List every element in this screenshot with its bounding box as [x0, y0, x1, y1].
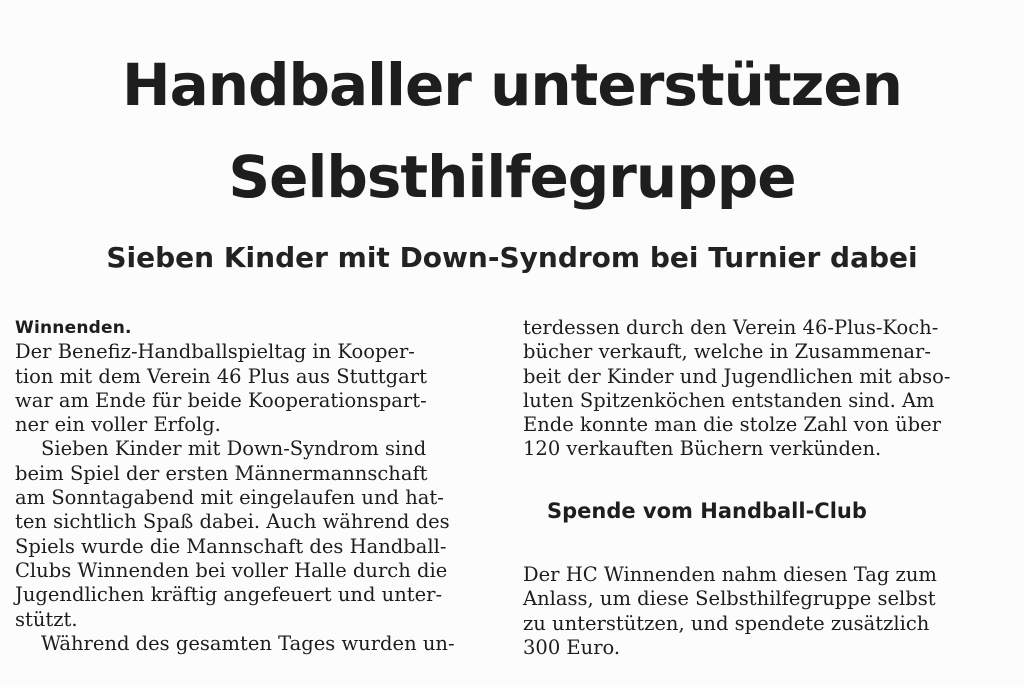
text-line: Ende konnte man die stolze Zahl von über	[523, 413, 942, 437]
right-column	[523, 316, 1007, 462]
text-line: Der Benefiz-Handballspieltag in Kooper-	[15, 340, 415, 364]
text-line: stützt.	[15, 607, 78, 631]
text-line: bücher verkauft, welche in Zusammenar-	[523, 340, 931, 364]
text-line: terdessen durch den Verein 46-Plus-Koch-	[523, 316, 939, 339]
subheadline: Sieben Kinder mit Down-Syndrom bei Turnier dabei	[106, 241, 918, 274]
text-line: Der HC Winnenden nahm diesen Tag zum	[523, 563, 937, 586]
text-line: Spiels wurde die Mannschaft des Handball-	[15, 534, 447, 558]
text-line: 300 Euro.	[523, 635, 621, 659]
dateline: Winnenden.	[15, 318, 132, 338]
text-line: ten sichtlich Spaß dabei. Auch während des	[15, 510, 450, 534]
text-line: luten Spitzenköchen entstanden sind. Am	[523, 388, 935, 412]
text-line: beim Spiel der ersten Männermannschaft	[15, 461, 428, 485]
text-line: 120 verkauften Büchern verkünden.	[523, 437, 882, 461]
text-line: zu unterstützen, und spendete zusätzlich	[523, 611, 930, 635]
right-column-continued	[523, 563, 1007, 660]
left-column	[15, 316, 495, 656]
text-line: war am Ende für beide Kooperationspart-	[15, 388, 427, 412]
text-line: Anlass, um diese Selbsthilfegruppe selbst	[523, 587, 936, 611]
text-line: Jugendlichen kräftig angefeuert und unter-	[15, 583, 443, 607]
text-line: ner ein voller Erfolg.	[15, 413, 221, 437]
text-line: tion mit dem Verein 46 Plus aus Stuttgart	[15, 364, 427, 388]
text-line: Sieben Kinder mit Down-Syndrom sind	[41, 437, 427, 461]
text-line: am Sonntagabend mit eingelaufen und hat-	[15, 486, 444, 510]
headline-line-1: Handballer unterstützen	[122, 51, 902, 119]
headline-line-2: Selbsthilfegruppe	[228, 143, 796, 211]
text-line: Clubs Winnenden bei voller Halle durch die	[15, 558, 448, 582]
text-line: beit der Kinder und Jugendlichen mit abso-	[523, 364, 951, 388]
crosshead: Spende vom Handball-Club	[547, 499, 867, 523]
text-line: Während des gesamten Tages wurden un-	[41, 631, 455, 655]
